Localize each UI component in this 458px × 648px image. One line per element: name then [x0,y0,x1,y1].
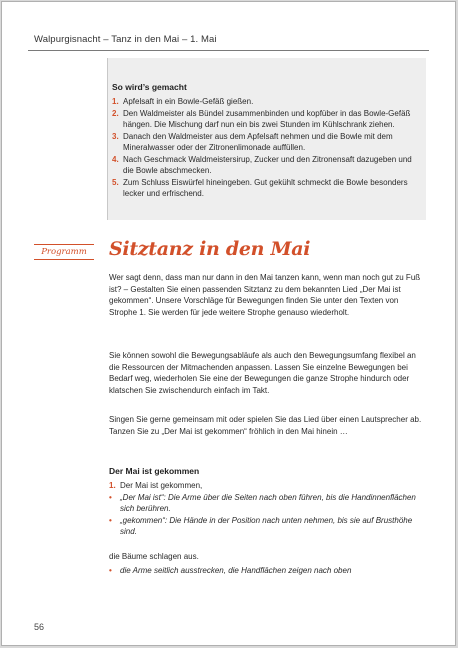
recipe-steps [112,96,418,200]
paragraph: Singen Sie gerne gemeinsam mit oder spielen Sie das Lied über einen Lautsprecher ab. Tanzen Sie zu „Der Mai ist gekommen“ fröhlich in den Mai hinein … [109,415,422,436]
list-item: 4. Nach Geschmack Waldmeistersirup, Zucker und den Zitronensaft dazugeben und die Bowle abschmecken. [112,154,412,176]
list-item: • „gekommen“: Die Hände in der Position nach unten nehmen, bis sie auf Brusthöhe sind. [109,515,413,537]
song-line-2: die Bäume schlagen aus. [109,552,199,561]
page-number: 56 [34,622,45,632]
song-title: Der Mai ist gekommen [109,466,200,476]
page [1,1,456,646]
list-item: • „Der Mai ist“: Die Arme über die Seiten nach oben führen, bis die Handinnenflächen sich berühren. [109,492,416,514]
list-item: • die Arme seitlich ausstrecken, die Handflächen zeigen nach oben [109,566,352,575]
section-label: Programm [34,244,94,260]
paragraph: Sie können sowohl die Bewegungsabläufe als auch den Bewegungsumfang flexibel an die Ressourcen der Mitmachenden anpassen. Lassen Sie einzelne Bewegungen bei Bedarf weg, wiederholen Sie eine der Bewegungen die ganze Strophe hindurch oder klatschen Sie zwischendurch einfach im Takt. [109,351,416,395]
list-item: 1. Der Mai ist gekommen, [109,481,203,490]
song-lines [109,480,425,538]
list-item: 5. Zum Schluss Eiswürfel hineingeben. Gut gekühlt schmeckt die Bowle besonders lecker und erfrischend. [112,178,408,199]
list-item: 3. Danach den Waldmeister aus dem Apfelsaft nehmen und die Bowle mit dem Mineralwasser oder der Zitronenlimonade auffüllen. [112,131,393,153]
running-head: Walpurgisnacht – Tanz in den Mai – 1. Mai [34,34,217,45]
header-rule [28,50,429,51]
list-item: 2. Den Waldmeister als Bündel zusammenbinden und kopfüber in das Bowle-Gefäß hängen. Die Mischung darf nun ein bis zwei Stunden im Kühlschrank ziehen. [112,108,411,130]
paragraph: Wer sagt denn, dass man nur dann in den Mai tanzen kann, wenn man noch gut zu Fuß ist? – Gestalten Sie einen passenden Sitztanz zu dem bekannten Lied „Der Mai ist gekommen“. Unsere Vorschläge für Bewegungen finden Sie unter den Texten von Strophe 1. Sie werden für jede weitere Strophe genauso wiederholt. [109,273,421,317]
section-title: Sitztanz in den Mai [109,238,311,260]
song-moves [109,565,425,577]
list-item: 1. Apfelsaft in ein Bowle-Gefäß gießen. [112,97,254,106]
recipe-title: So wird’s gemacht [112,82,187,92]
